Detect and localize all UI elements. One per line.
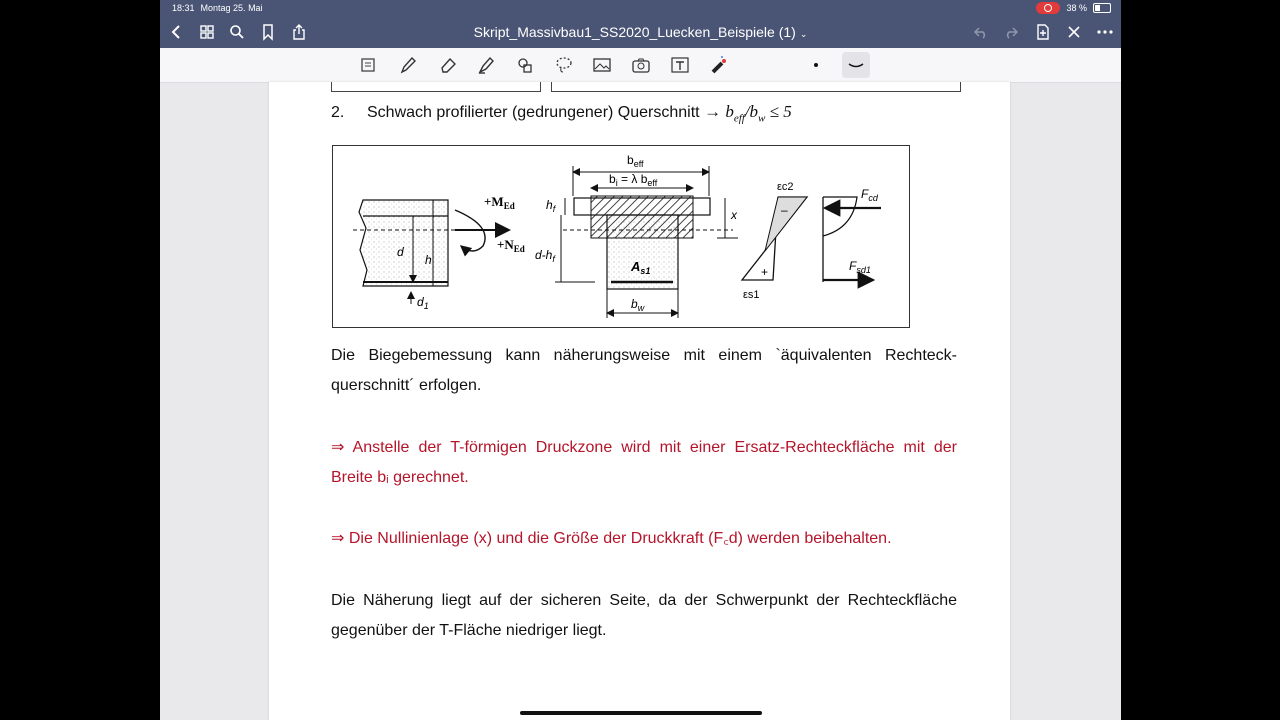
highlighter-tool-icon[interactable] bbox=[475, 54, 497, 76]
more-options-icon[interactable] bbox=[1096, 23, 1114, 41]
pen-tool-icon[interactable] bbox=[397, 54, 419, 76]
label-minus: – bbox=[781, 203, 788, 217]
home-indicator[interactable] bbox=[520, 711, 762, 715]
label-plus: + bbox=[761, 265, 769, 279]
table-cell-fragment bbox=[331, 82, 541, 92]
scan-tool-icon[interactable] bbox=[357, 54, 379, 76]
title-chevron-icon: ⌄ bbox=[799, 29, 808, 39]
section-heading bbox=[331, 102, 792, 124]
screen-recording-icon[interactable] bbox=[1036, 2, 1060, 14]
label-hf: $h_f$ bbox=[546, 198, 556, 214]
paragraph-safe-side: Die Näherung liegt auf der sicheren Seite, da der Schwerpunkt der Rechteckfläche gegenüber der T-Fläche niedriger liegt. bbox=[331, 592, 957, 639]
label-es1: εs1 bbox=[743, 289, 760, 301]
paragraph-equivalent-rectangle: Die Biegebemessung kann näherungsweise mit einem `äquivalenten Rechteck-querschnitt´ erfolgen. bbox=[331, 347, 957, 394]
beam-elevation bbox=[353, 194, 525, 311]
camera-tool-icon[interactable] bbox=[630, 54, 652, 76]
navigation-bar bbox=[160, 16, 1121, 48]
label-bi: $b_i = \lambda$ $b_{eff}$ bbox=[609, 172, 658, 188]
text-tool-icon[interactable] bbox=[669, 54, 691, 76]
label-beff: $b_{eff}$ bbox=[627, 153, 644, 169]
label-as1: $A_{s1}$ bbox=[631, 259, 651, 276]
label-h: h bbox=[425, 253, 432, 267]
heading-number: 2. bbox=[331, 104, 345, 121]
label-bw: $b_w$ bbox=[631, 297, 645, 313]
t-section-diagram bbox=[333, 146, 909, 327]
label-fcd: $F_{cd}$ bbox=[861, 187, 878, 203]
label-d: d bbox=[397, 245, 404, 259]
annotation-toolbar bbox=[160, 48, 1121, 83]
label-fsd1: $F_{sd1}$ bbox=[849, 259, 871, 275]
status-date: Montag 25. Mai bbox=[200, 3, 263, 13]
document-page[interactable] bbox=[269, 82, 1010, 720]
image-tool-icon[interactable] bbox=[591, 54, 613, 76]
ipad-screen bbox=[160, 0, 1121, 720]
close-icon[interactable] bbox=[1065, 23, 1083, 41]
line-style-icon bbox=[845, 54, 867, 76]
undo-icon[interactable] bbox=[972, 23, 990, 41]
paragraph-replacement-rectangle: ⇒ Anstelle der T-förmigen Druckzone wird mit einer Ersatz-Rechteckfläche mit der Breite bᵢ gerechnet. bbox=[331, 439, 957, 486]
cross-section bbox=[535, 153, 738, 318]
lasso-tool-icon[interactable] bbox=[553, 54, 575, 76]
add-page-icon[interactable] bbox=[1034, 23, 1052, 41]
battery-icon bbox=[1093, 3, 1111, 13]
status-time: 18:31 bbox=[172, 3, 195, 13]
status-bar bbox=[160, 0, 1121, 16]
eraser-tool-icon[interactable] bbox=[437, 54, 459, 76]
heading-formula: → $b_{eff}/b_w \le 5$ bbox=[704, 102, 792, 125]
t-section-figure bbox=[332, 145, 910, 328]
strain-diagram bbox=[742, 181, 807, 301]
force-diagram bbox=[823, 187, 881, 282]
dot-size-icon[interactable] bbox=[805, 54, 827, 76]
redo-icon[interactable] bbox=[1002, 23, 1020, 41]
laser-pointer-tool-icon[interactable] bbox=[708, 54, 730, 76]
label-x: x bbox=[731, 208, 737, 222]
heading-text: Schwach profilierter (gedrungener) Querschnitt bbox=[367, 104, 700, 121]
label-ned: $+N_{Ed}$ bbox=[497, 237, 525, 254]
table-cell-fragment bbox=[551, 82, 961, 92]
battery-percent: 38 % bbox=[1066, 3, 1087, 13]
line-style-selector[interactable] bbox=[842, 52, 870, 78]
paragraph-neutral-axis: ⇒ Die Nullinienlage (x) und die Größe der Druckkraft (F꜀d) werden beibehalten. bbox=[331, 530, 892, 547]
document-title-text: Skript_Massivbau1_SS2020_Luecken_Beispiele (1) bbox=[473, 24, 796, 40]
label-med: $+M_{Ed}$ bbox=[484, 194, 515, 211]
label-d1: $d_1$ bbox=[417, 295, 429, 311]
label-d-hf: $d-h_f$ bbox=[535, 248, 555, 264]
label-ec2: εc2 bbox=[777, 181, 794, 193]
shapes-tool-icon[interactable] bbox=[514, 54, 536, 76]
